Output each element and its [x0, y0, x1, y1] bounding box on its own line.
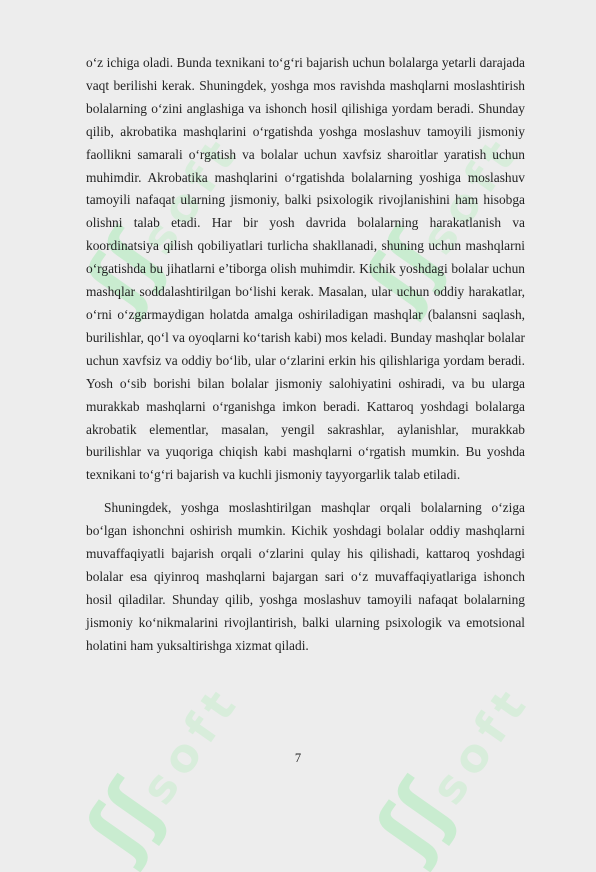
watermark-logo-mark: ʃʃ	[70, 216, 181, 322]
watermark-logo-text: soft	[420, 674, 541, 814]
watermark-logo-text: soft	[130, 124, 251, 264]
document-body	[86, 52, 525, 658]
paragraph-2: Shuningdek, yoshga moslashtirilgan mashqlar orqali bolalarning o‘ziga bo‘lgan ishonchni oshirish mumkin. Kichik yoshdagi bolalar oddiy mashqlarni muvaffaqiyatli bajarish orqali o‘zlarini qulay his qilishadi, kattaroq yoshdagi bolalar esa qiyinroq mashqlarni bajargan sari o‘z muvaffaqiyatlariga ishonch hosil qiladilar. Shunday qilib, yoshga moslashuv tamoyili nafaqat bolalarning jismoniy ko‘nikmalarini rivojlantirish, balki ularning psixologik va emotsional holatini ham yuksaltirishga xizmat qiladi.	[86, 500, 525, 653]
page-number: 7	[294, 751, 302, 765]
watermark-logo-text: soft	[130, 674, 251, 814]
watermark-logo-mark: ʃʃ	[350, 216, 461, 322]
watermark-logo-mark: ʃʃ	[70, 766, 181, 872]
watermark-logo-mark: ʃʃ	[360, 766, 471, 872]
paragraph-1: o‘z ichiga oladi. Bunda texnikani to‘g‘ri bajarish uchun bolalarga yetarli darajada vaqt berilishi kerak. Shuningdek, yoshga mos ravishda mashqlarni moslashtirish bolalarning o‘zini anglashiga va ishonch hosil qilishiga yordam beradi. Shunday qilib, akrobatika mashqlarini o‘rgatishda yoshga moslashuv tamoyili jismoniy faollikni samarali o‘rgatish va bolalar uchun xavfsiz sharoitlar yaratish uchun muhimdir. Akrobatika mashqlarini o‘rgatishda bolalarning yoshiga moslashuv tamoyili nafaqat ularning jismoniy, balki psixologik rivojlanishini ham hisobga olishni talab etadi. Har bir yosh davrida bolalarning harakatlanish va koordinatsiya qilish qobiliyatlari turlicha shakllanadi, shuning uchun mashqlarni o‘rgatishda bu jihatlarni e’tiborga olish muhimdir. Kichik yoshdagi bolalar uchun mashqlar soddalashtirilgan bo‘lishi kerak. Masalan, ular uchun oddiy harakatlar, o‘rni o‘zgarmaydigan holatda amalga oshiriladigan mashqlar (balansni saqlash, burilishlar, qo‘l va oyoqlarni ko‘tarish kabi) mos keladi. Bunday mashqlar bolalar uchun xavfsiz va oddiy bo‘lib, ular o‘zlarini erkin his qilishlariga yordam beradi. Yosh o‘sib borishi bilan bolalar jismoniy salohiyatini oshiradi, va bu ularga murakkab mashqlarni o‘rganishga imkon beradi. Kattaroq yoshdagi bolalarga akrobatik elementlar, masalan, yengil sakrashlar, aylanishlar, murakkab burilishlar va yuqoriga chiqish kabi mashqlarni o‘rgatish mumkin. Bu yoshda texnikani to‘g‘ri bajarish va kuchli jismoniy tayyorgarlik talab etiladi.	[86, 55, 525, 483]
watermark-logo-text: soft	[410, 124, 531, 264]
